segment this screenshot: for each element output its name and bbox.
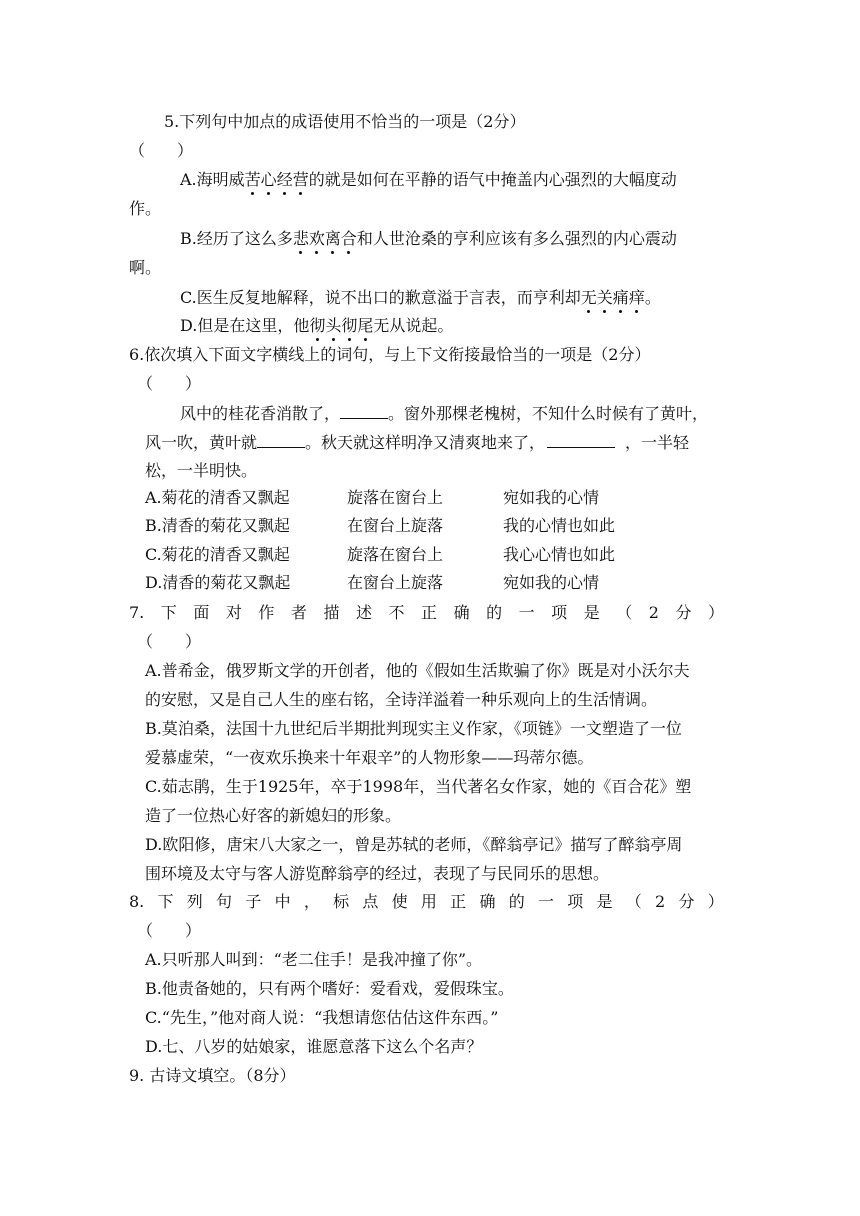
q7-stem bbox=[129, 603, 724, 623]
stem-char: 的 bbox=[508, 892, 525, 911]
stem-char: 项 bbox=[551, 603, 568, 622]
emphasis-dotted-char: 痒 bbox=[628, 288, 645, 307]
stem-char: 列 bbox=[186, 892, 203, 911]
emphasis-dotted-char: 经 bbox=[276, 170, 293, 189]
stem-char: 使 bbox=[391, 892, 408, 911]
stem-char: 是 bbox=[596, 892, 613, 911]
q6-passage-line-3: 松，一半明快。 bbox=[145, 461, 258, 480]
q5-c-dotted-idiom bbox=[581, 288, 645, 307]
q5-option-b-cont: 啊。 bbox=[129, 258, 162, 277]
stem-char: 述 bbox=[355, 603, 372, 622]
emphasis-dotted-char: 悲 bbox=[292, 229, 309, 248]
stem-char: 者 bbox=[290, 603, 307, 622]
q8-option-d: D.七、八岁的姑娘家，谁愿意落下这么个名声？ bbox=[145, 1037, 483, 1056]
stem-char: 2 bbox=[655, 892, 666, 911]
q7-option-c-cont: 造了一位热心好客的新媳妇的形象。 bbox=[145, 806, 402, 825]
emphasis-dotted-char: 彻 bbox=[309, 316, 326, 335]
q9-stem: 9. 古诗文填空。（8分） bbox=[129, 1066, 296, 1085]
q6-option-a-col2: 旋落在窗台上 bbox=[347, 488, 444, 507]
stem-char: 项 bbox=[567, 892, 584, 911]
stem-char: 中 bbox=[274, 892, 291, 911]
q5-option-a: A.海明威苦心经营的就是如何在平静的语气中掩盖内心强烈的大幅度动 bbox=[180, 170, 677, 189]
stem-char: 标 bbox=[333, 892, 350, 911]
q5-option-b: B.经历了这么多悲欢离合和人世沧桑的亨利应该有多么强烈的内心震动 bbox=[180, 229, 677, 248]
stem-char: 是 bbox=[583, 603, 600, 622]
q6-blank-3 bbox=[547, 432, 615, 448]
q5-answer-paren: （ ） bbox=[129, 141, 194, 160]
q7-option-c: C.茹志鹃，生于1925年，卒于1998年，当代著名女作家，她的《百合花》塑 bbox=[145, 777, 692, 796]
q6-stem: 6.依次填入下面文字横线上的词句，与上下文衔接最恰当的一项是（2分） bbox=[129, 345, 651, 364]
emphasis-dotted-char: 离 bbox=[324, 229, 341, 248]
q6-option-c-col3: 我心心情也如此 bbox=[503, 545, 616, 564]
q8-option-c: C.“先生，”他对商人说：“我想请您估估这件东西。” bbox=[145, 1008, 499, 1027]
stem-char: 确 bbox=[479, 892, 496, 911]
q7-option-a: A.普希金，俄罗斯文学的开创者，他的《假如生活欺骗了你》既是对小沃尔夫 bbox=[145, 661, 690, 680]
stem-char: 确 bbox=[453, 603, 470, 622]
emphasis-dotted-char: 头 bbox=[325, 316, 342, 335]
stem-char: （ bbox=[625, 892, 642, 911]
stem-char: 下 bbox=[157, 892, 174, 911]
emphasis-dotted-char: 痛 bbox=[612, 288, 629, 307]
emphasis-dotted-char: 欢 bbox=[308, 229, 325, 248]
stem-char: 点 bbox=[362, 892, 379, 911]
stem-char: 描 bbox=[323, 603, 340, 622]
q5-d-dotted-idiom bbox=[309, 316, 373, 335]
q7-option-b: B.莫泊桑，法国十九世纪后半期批判现实主义作家，《项链》一文塑造了一位 bbox=[145, 719, 682, 738]
q6-option-b-col3: 我的心情也如此 bbox=[503, 516, 616, 535]
stem-char: 不 bbox=[388, 603, 405, 622]
q5-option-a-cont: 作。 bbox=[129, 199, 162, 218]
q8-answer-paren: （ ） bbox=[137, 921, 202, 940]
emphasis-dotted-char: 彻 bbox=[341, 316, 358, 335]
stem-char: 正 bbox=[421, 603, 438, 622]
q6-option-c-col2: 旋落在窗台上 bbox=[347, 545, 444, 564]
emphasis-dotted-char: 关 bbox=[596, 288, 613, 307]
q7-answer-paren: （ ） bbox=[137, 632, 202, 651]
q6-option-a-col1: A.菊花的清香又飘起 bbox=[145, 488, 290, 507]
stem-char: 对 bbox=[225, 603, 242, 622]
emphasis-dotted-char: 合 bbox=[340, 229, 357, 248]
stem-char: ， bbox=[303, 892, 320, 911]
q6-option-d-col1: D.清香的菊花又飘起 bbox=[145, 573, 291, 592]
q8-option-a: A.只听那人叫到：“老二住手！是我冲撞了你”。 bbox=[145, 950, 483, 969]
stem-char: 的 bbox=[486, 603, 503, 622]
emphasis-dotted-char: 苦 bbox=[244, 170, 261, 189]
q6-answer-paren: （ ） bbox=[137, 374, 202, 393]
q8-option-b: B.他责备她的，只有两个嗜好：爱看戏，爱假珠宝。 bbox=[145, 979, 514, 998]
q8-stem bbox=[129, 892, 724, 912]
q7-option-d-cont: 围环境及太守与客人游览醉翁亭的经过，表现了与民同乐的思想。 bbox=[145, 864, 610, 883]
q5-option-c: C.医生反复地解释，说不出口的歉意溢于言表，而亨利却无关痛痒。 bbox=[180, 288, 661, 307]
stem-char: 7. bbox=[129, 603, 145, 622]
stem-char: 分 bbox=[675, 603, 692, 622]
stem-char: 句 bbox=[216, 892, 233, 911]
q6-option-d-col2: 在窗台上旋落 bbox=[347, 573, 444, 592]
emphasis-dotted-char: 心 bbox=[260, 170, 277, 189]
stem-char: 作 bbox=[258, 603, 275, 622]
q6-blank-2 bbox=[257, 432, 305, 448]
q5-option-d: D.但是在这里，他彻头彻尾无从说起。 bbox=[180, 316, 454, 335]
stem-char: 一 bbox=[537, 892, 554, 911]
q7-option-b-cont: 爱慕虚荣，“一夜欢乐换来十年艰辛”的人物形象——玛蒂尔德。 bbox=[145, 748, 594, 767]
q6-passage-line-2: 风一吹，黄叶就 。秋天就这样明净又清爽地来了， ，一半轻 bbox=[145, 433, 690, 452]
stem-char: 8. bbox=[129, 892, 145, 911]
q6-passage-line-1: 风中的桂花香消散了， 。窗外那棵老槐树，不知什么时候有了黄叶， bbox=[180, 404, 709, 423]
q6-option-b-col2: 在窗台上旋落 bbox=[347, 516, 444, 535]
q6-option-c-col1: C.菊花的清香又飘起 bbox=[145, 545, 290, 564]
emphasis-dotted-char: 尾 bbox=[357, 316, 374, 335]
q7-option-a-cont: 的安慰，又是自己人生的座右铭，全诗洋溢着一种乐观向上的生活情调。 bbox=[145, 690, 658, 709]
stem-char: （ bbox=[616, 603, 633, 622]
stem-char: 子 bbox=[245, 892, 262, 911]
q5-a-dotted-idiom bbox=[245, 170, 309, 189]
stem-char: 下 bbox=[160, 603, 177, 622]
q7-option-d: D.欧阳修，唐宋八大家之一，曾是苏轼的老师，《醉翁亭记》描写了醉翁亭周 bbox=[145, 835, 683, 854]
emphasis-dotted-char: 营 bbox=[292, 170, 309, 189]
q6-blank-1 bbox=[340, 403, 388, 419]
stem-char: ） bbox=[707, 892, 724, 911]
q5-stem: 5.下列句中加点的成语使用不恰当的一项是（2分） bbox=[164, 112, 526, 131]
stem-char: 一 bbox=[518, 603, 535, 622]
stem-char: 正 bbox=[450, 892, 467, 911]
q6-option-a-col3: 宛如我的心情 bbox=[503, 488, 600, 507]
stem-char: 用 bbox=[420, 892, 437, 911]
q6-option-d-col3: 宛如我的心情 bbox=[503, 573, 600, 592]
q6-option-b-col1: B.清香的菊花又飘起 bbox=[145, 516, 290, 535]
stem-char: 分 bbox=[678, 892, 695, 911]
emphasis-dotted-char: 无 bbox=[580, 288, 597, 307]
q5-b-dotted-idiom bbox=[293, 229, 357, 248]
stem-char: ） bbox=[707, 603, 724, 622]
stem-char: 2 bbox=[648, 603, 659, 622]
stem-char: 面 bbox=[193, 603, 210, 622]
